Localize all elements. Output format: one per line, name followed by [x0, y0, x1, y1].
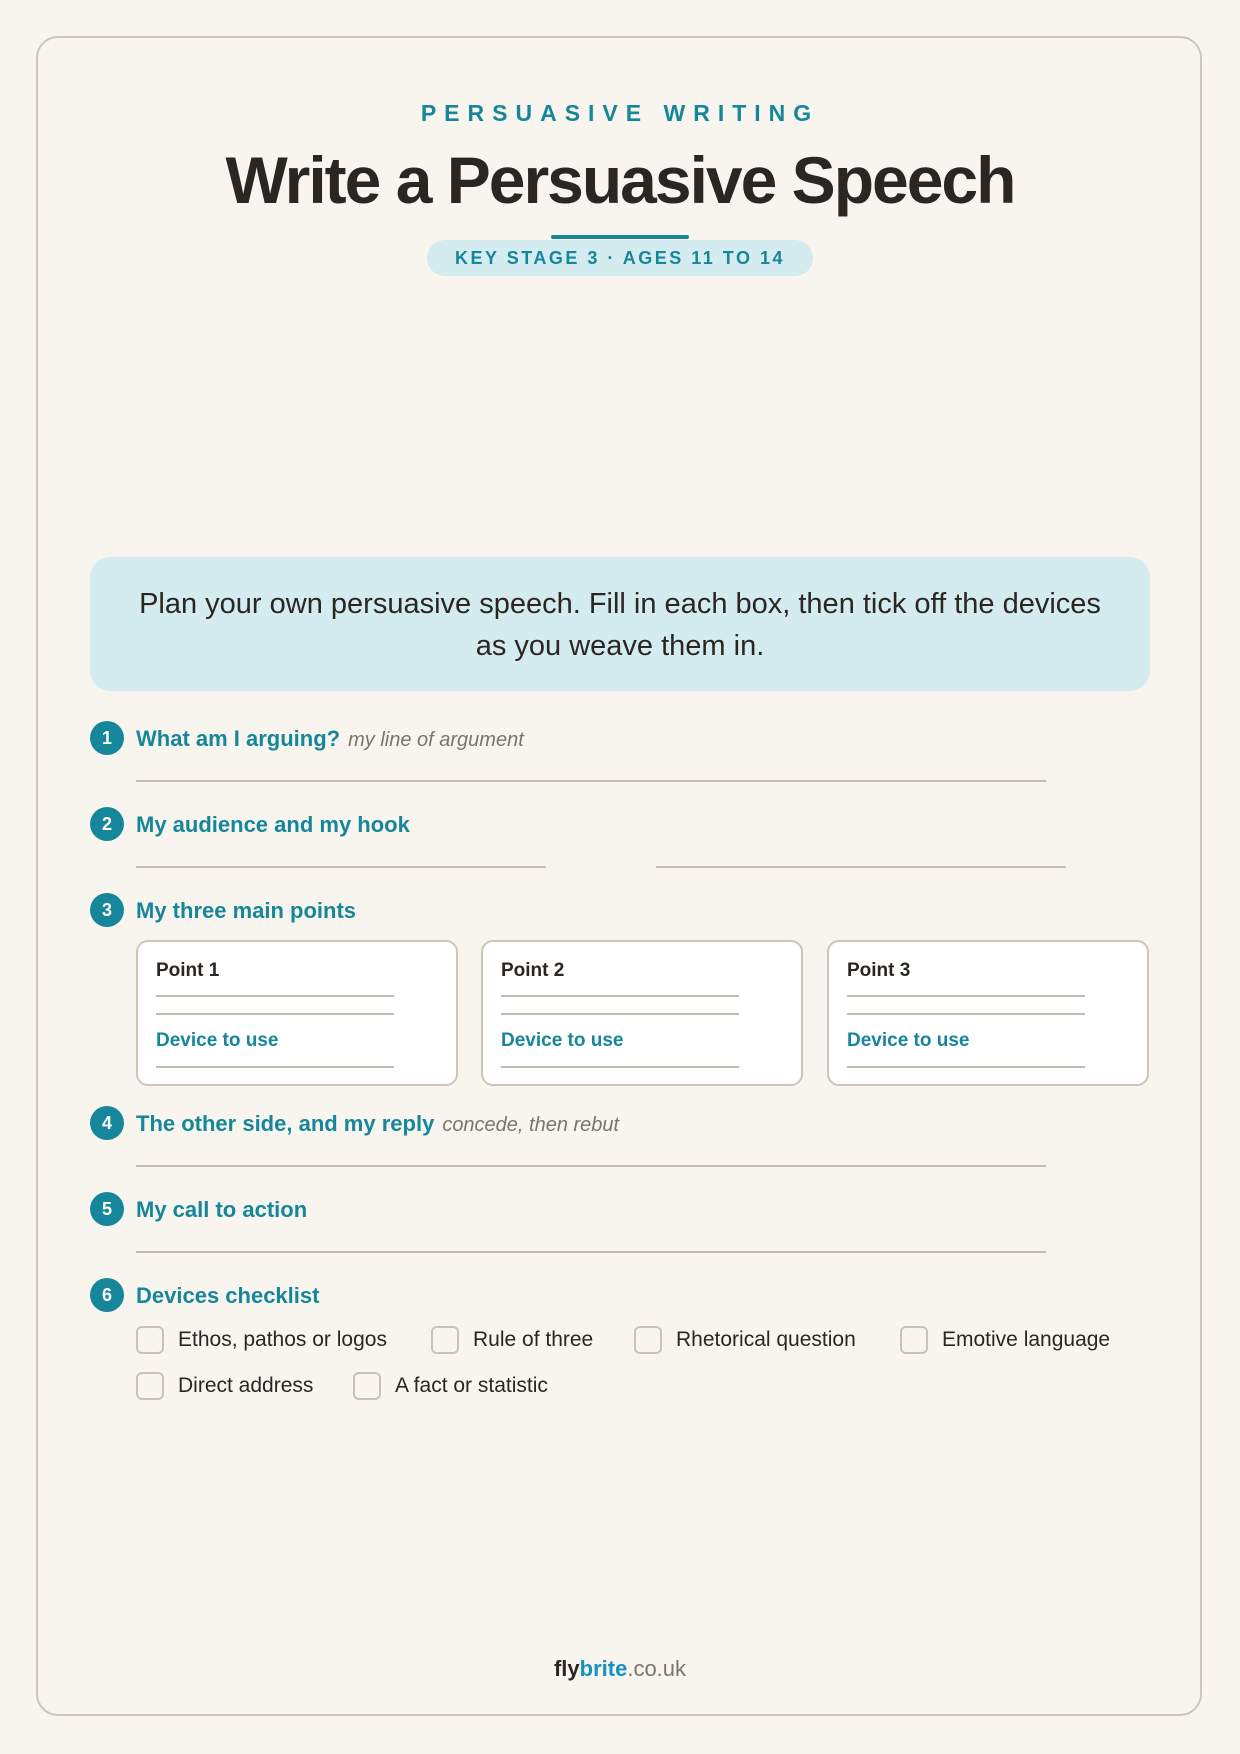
page-frame [36, 36, 1202, 1716]
reply-write-line[interactable] [136, 1165, 1046, 1167]
eyebrow-label: PERSUASIVE WRITING [420, 100, 820, 126]
page-title: Write a Persuasive Speech [225, 143, 1015, 217]
section-heading-3 [136, 898, 356, 924]
point-write-line[interactable] [156, 995, 394, 997]
step-number-5: 5 [90, 1192, 124, 1226]
checkbox[interactable] [900, 1326, 928, 1354]
checklist-item[interactable] [431, 1326, 593, 1354]
section-heading-6 [136, 1283, 319, 1309]
section-title: The other side, and my reply [136, 1111, 435, 1136]
step-number-6: 6 [90, 1278, 124, 1312]
checklist-label: Rhetorical question [676, 1328, 856, 1351]
step-number-1: 1 [90, 721, 124, 755]
checklist-label: A fact or statistic [395, 1374, 548, 1397]
checkbox[interactable] [136, 1372, 164, 1400]
section-heading-4 [136, 1111, 619, 1137]
device-write-line[interactable] [501, 1066, 739, 1068]
device-write-line[interactable] [156, 1066, 394, 1068]
point-write-line[interactable] [847, 995, 1085, 997]
checkbox[interactable] [353, 1372, 381, 1400]
section-title: My three main points [136, 898, 357, 923]
section-title: My audience and my hook [136, 812, 410, 837]
call-to-action-write-line[interactable] [136, 1251, 1046, 1253]
checklist-item[interactable] [353, 1372, 548, 1400]
audience-write-line[interactable] [136, 866, 546, 868]
brand-part: fly [553, 1656, 580, 1681]
step-number-3: 3 [90, 893, 124, 927]
intro-panel: Plan your own persuasive speech. Fill in each box, then tick off the devices as you weave them in. [90, 557, 1150, 691]
device-label: Device to use [501, 1030, 624, 1051]
section-title: Devices checklist [136, 1283, 320, 1308]
age-badge: KEY STAGE 3 · AGES 11 TO 14 [427, 240, 813, 276]
point-title: Point 3 [847, 960, 911, 981]
checklist-item[interactable] [900, 1326, 1110, 1354]
checklist-item[interactable] [136, 1326, 387, 1354]
point-card-2[interactable] [481, 940, 803, 1086]
section-heading-5 [136, 1197, 307, 1223]
checklist-label: Direct address [178, 1374, 314, 1397]
point-write-line[interactable] [156, 1013, 394, 1015]
title-underline [551, 235, 689, 239]
checklist-label: Ethos, pathos or logos [178, 1328, 387, 1351]
device-write-line[interactable] [847, 1066, 1085, 1068]
step-number-2: 2 [90, 807, 124, 841]
device-label: Device to use [156, 1030, 279, 1051]
point-write-line[interactable] [847, 1013, 1085, 1015]
section-hint: my line of argument [348, 729, 524, 751]
checkbox[interactable] [431, 1326, 459, 1354]
brand-part: brite [579, 1656, 628, 1681]
checkbox[interactable] [634, 1326, 662, 1354]
section-heading-1 [136, 726, 524, 752]
section-title: My call to action [136, 1197, 308, 1222]
point-title: Point 1 [156, 960, 220, 981]
hook-write-line[interactable] [656, 866, 1066, 868]
checklist-label: Rule of three [473, 1328, 594, 1351]
brand-domain: .co.uk [627, 1656, 687, 1681]
footer-brand [0, 1656, 1240, 1682]
point-card-1[interactable] [136, 940, 458, 1086]
point-write-line[interactable] [501, 995, 739, 997]
step-number-4: 4 [90, 1106, 124, 1140]
section-title: What am I arguing? [136, 726, 341, 751]
point-card-3[interactable] [827, 940, 1149, 1086]
section-heading-2 [136, 812, 410, 838]
checklist-item[interactable] [634, 1326, 856, 1354]
checklist-item[interactable] [136, 1372, 313, 1400]
device-label: Device to use [847, 1030, 970, 1051]
section-hint: concede, then rebut [442, 1114, 620, 1136]
point-title: Point 2 [501, 960, 565, 981]
checkbox[interactable] [136, 1326, 164, 1354]
point-write-line[interactable] [501, 1013, 739, 1015]
checklist-label: Emotive language [942, 1328, 1111, 1351]
argument-write-line[interactable] [136, 780, 1046, 782]
